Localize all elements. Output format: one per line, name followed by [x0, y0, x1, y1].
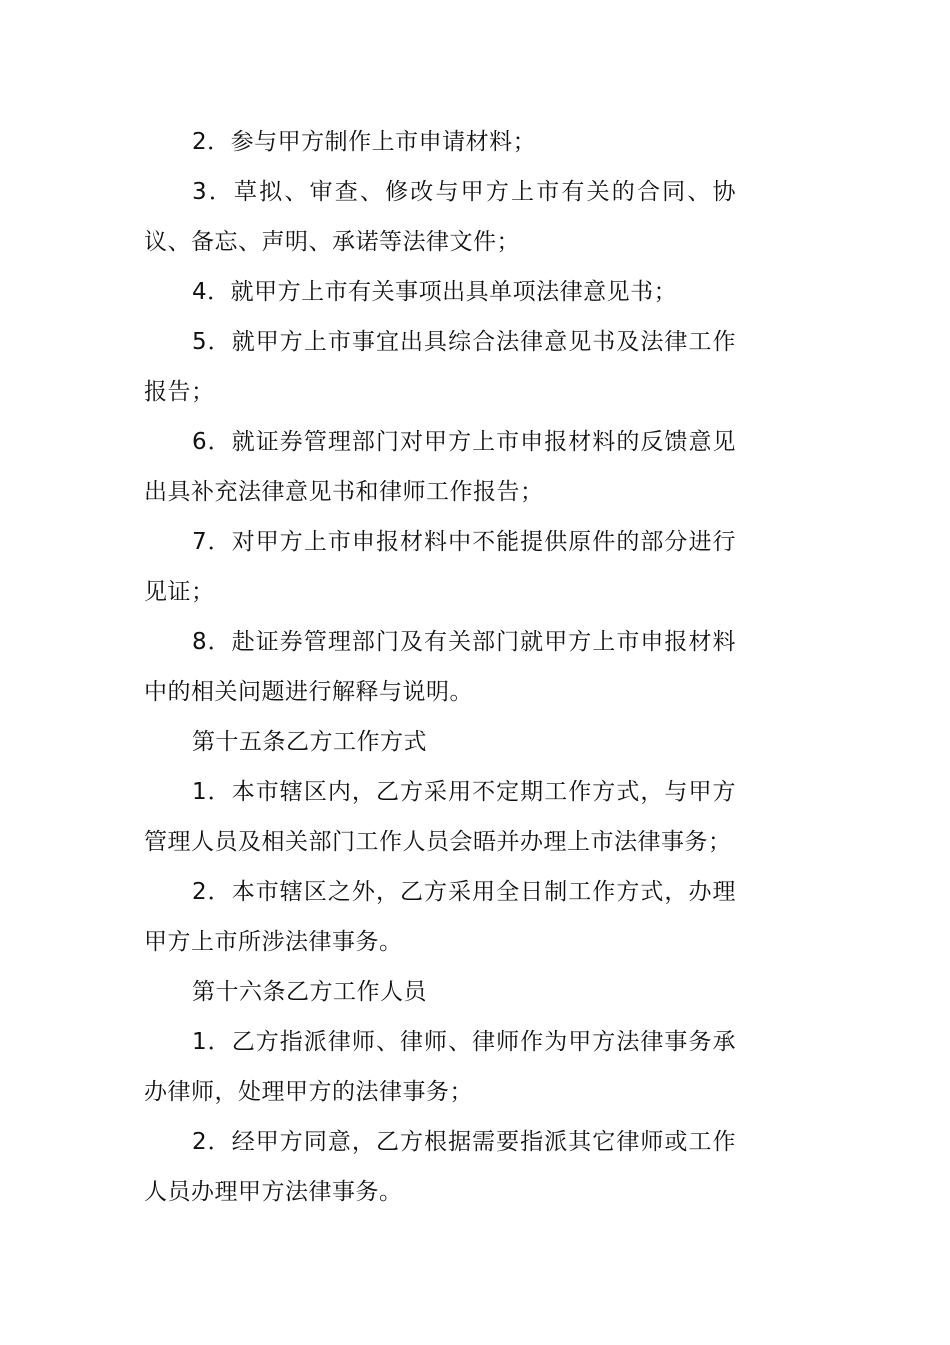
- paragraph-item-4: 4．就甲方上市有关事项出具单项法律意见书；: [192, 279, 678, 305]
- article-15-item-1: 1．本市辖区内，乙方采用不定期工作方式，与甲方管理人员及相关部门工作人员会晤并办理上市法律事务；: [144, 779, 736, 855]
- paragraph-item-7: 7．对甲方上市申报材料中不能提供原件的部分进行见证；: [144, 529, 736, 605]
- paragraph-item-6: 6．就证券管理部门对甲方上市申报材料的反馈意见出具补充法律意见书和律师工作报告；: [144, 429, 736, 505]
- article-15-heading: 第十五条乙方工作方式: [192, 729, 427, 755]
- article-16-item-1: 1．乙方指派律师、律师、律师作为甲方法律事务承办律师，处理甲方的法律事务；: [144, 1029, 736, 1105]
- paragraph-item-3: 3．草拟、审查、修改与甲方上市有关的合同、协议、备忘、声明、承诺等法律文件；: [144, 179, 736, 255]
- document-body: [144, 117, 736, 1217]
- paragraph-item-2: 2．参与甲方制作上市申请材料；: [192, 129, 537, 155]
- paragraph-item-8: 8．赴证券管理部门及有关部门就甲方上市申报材料中的相关问题进行解释与说明。: [144, 629, 736, 705]
- article-15-item-2: 2．本市辖区之外，乙方采用全日制工作方式，办理甲方上市所涉法律事务。: [144, 879, 736, 955]
- article-16-heading: 第十六条乙方工作人员: [192, 979, 427, 1005]
- paragraph-item-5: 5．就甲方上市事宜出具综合法律意见书及法律工作报告；: [144, 329, 736, 405]
- article-16-item-2: 2．经甲方同意，乙方根据需要指派其它律师或工作人员办理甲方法律事务。: [144, 1129, 736, 1205]
